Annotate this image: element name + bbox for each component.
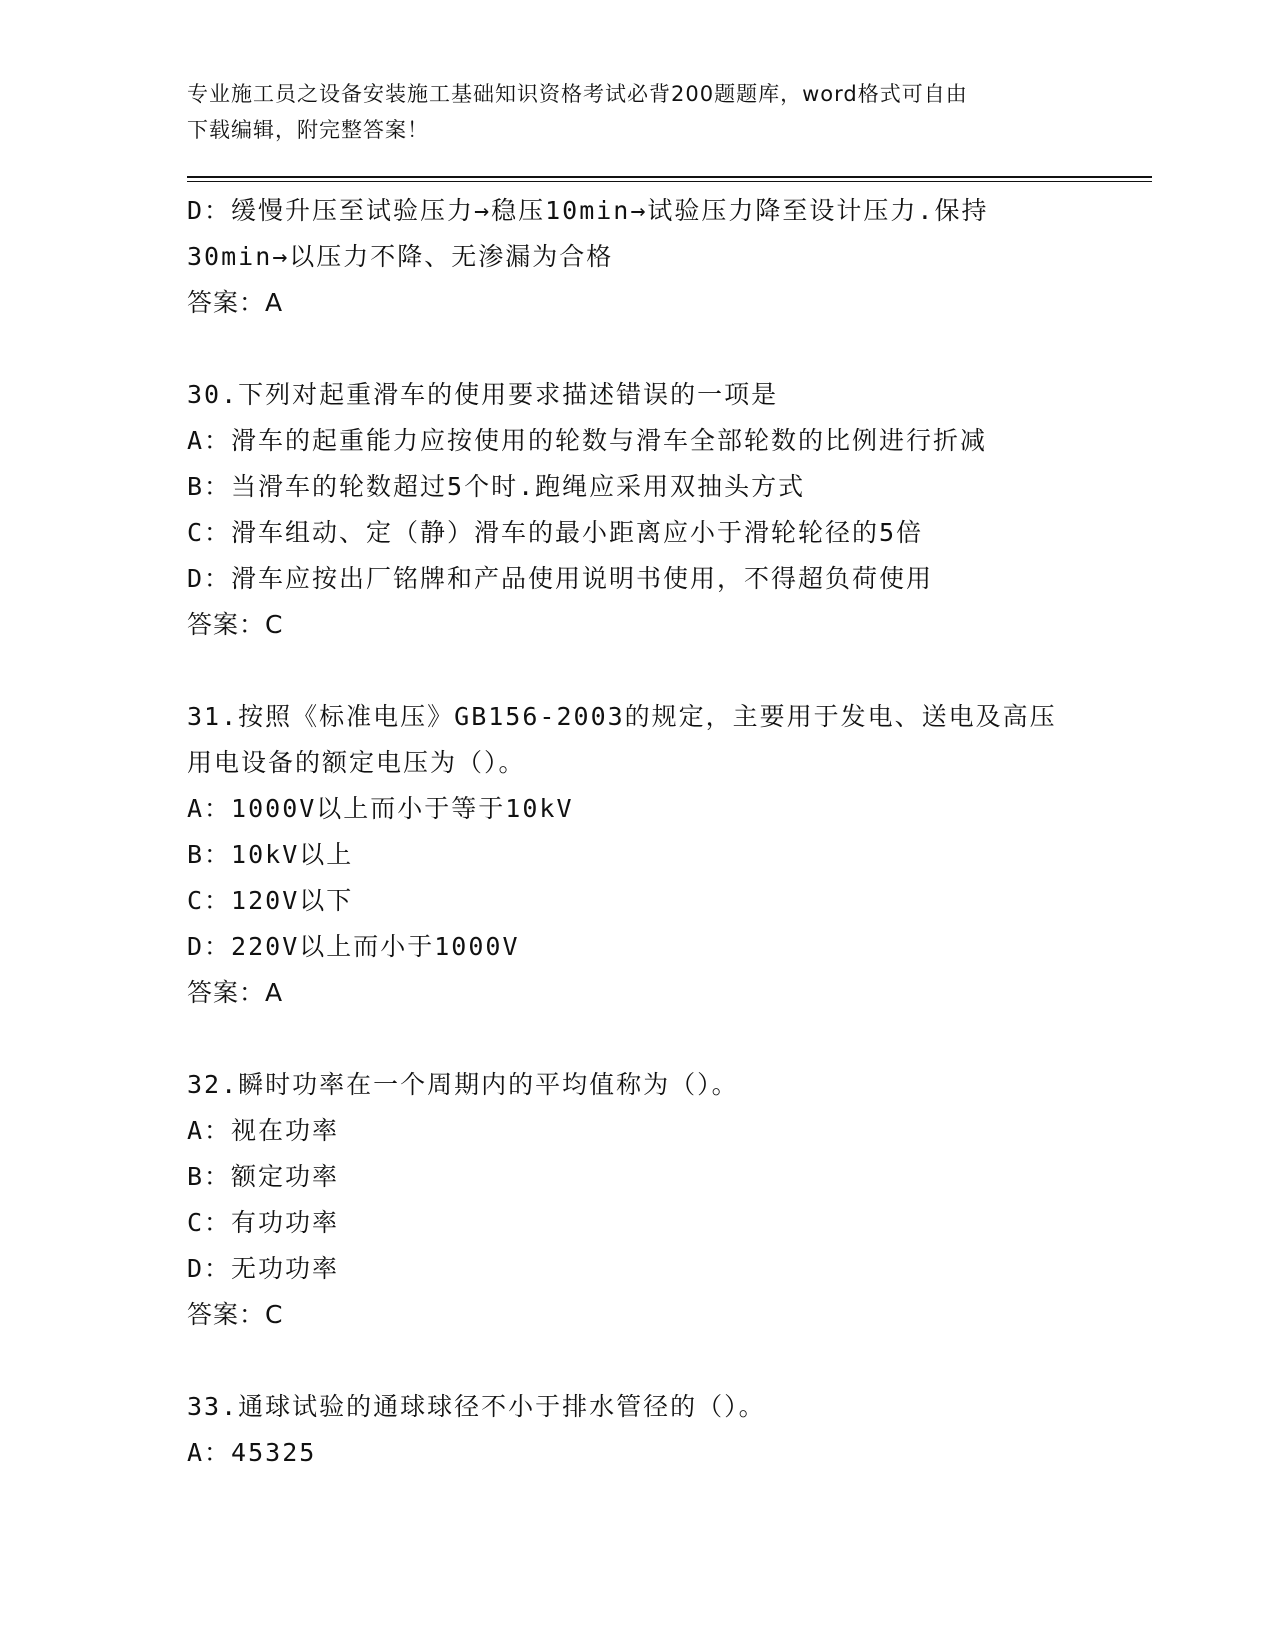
option-c: C：有功功率	[187, 1208, 340, 1237]
header-title-line-2: 下载编辑，附完整答案！	[187, 118, 429, 142]
question-stem: 30.下列对起重滑车的使用要求描述错误的一项是	[187, 380, 779, 409]
answer-31: 答案：A	[187, 978, 284, 1007]
answer-32: 答案：C	[187, 1300, 284, 1329]
option-b: B：10kV以上	[187, 840, 354, 869]
option-c: C：滑车组动、定（静）滑车的最小距离应小于滑轮轮径的5倍	[187, 518, 924, 547]
option-d: D：滑车应按出厂铭牌和产品使用说明书使用，不得超负荷使用	[187, 564, 934, 593]
option-a: A：1000V以上而小于等于10kV	[187, 794, 574, 823]
option-a: A：滑车的起重能力应按使用的轮数与滑车全部轮数的比例进行折减	[187, 426, 988, 455]
header-divider-thin	[187, 181, 1152, 182]
header-divider-thick	[187, 176, 1152, 178]
spacer	[187, 1016, 1087, 1062]
option-a: A：视在功率	[187, 1116, 340, 1145]
question-32	[187, 1062, 1087, 1338]
question-stem-continued: 用电设备的额定电压为（）。	[187, 748, 526, 777]
option-d-continued: 30min→以压力不降、无渗漏为合格	[187, 242, 614, 271]
question-31	[187, 694, 1087, 1016]
header-title-line-1: 专业施工员之设备安装施工基础知识资格考试必背200题题库，word格式可自由	[187, 82, 968, 106]
answer-29: 答案：A	[187, 288, 284, 317]
question-33	[187, 1384, 1087, 1476]
question-29-continued	[187, 188, 1087, 326]
option-c: C：120V以下	[187, 886, 354, 915]
question-stem: 33.通球试验的通球球径不小于排水管径的（）。	[187, 1392, 766, 1421]
document-header	[187, 76, 1087, 148]
option-b: B：当滑车的轮数超过5个时.跑绳应采用双抽头方式	[187, 472, 806, 501]
option-b: B：额定功率	[187, 1162, 340, 1191]
question-stem: 31.按照《标准电压》GB156-2003的规定，主要用于发电、送电及高压	[187, 702, 1057, 731]
answer-30: 答案：C	[187, 610, 284, 639]
option-d: D：无功功率	[187, 1254, 340, 1283]
spacer	[187, 1338, 1087, 1384]
option-a: A：45325	[187, 1438, 317, 1467]
spacer	[187, 326, 1087, 372]
option-d: D：220V以上而小于1000V	[187, 932, 520, 961]
question-list	[187, 188, 1087, 1476]
spacer	[187, 648, 1087, 694]
question-30	[187, 372, 1087, 648]
option-d: D：缓慢升压至试验压力→稳压10min→试验压力降至设计压力.保持	[187, 196, 989, 225]
question-stem: 32.瞬时功率在一个周期内的平均值称为（）。	[187, 1070, 739, 1099]
